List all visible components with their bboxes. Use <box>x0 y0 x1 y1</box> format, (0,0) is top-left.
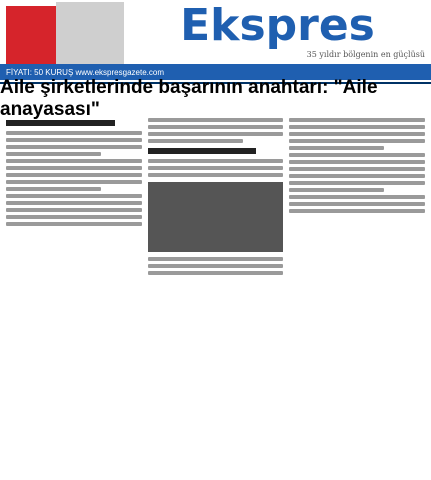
text-line <box>289 146 384 150</box>
text-line <box>289 202 425 206</box>
text-line <box>6 145 142 149</box>
text-line <box>289 209 425 213</box>
text-line <box>289 139 425 143</box>
text-line <box>6 173 142 177</box>
headline-text: Aile şirketlerinde başarının anahtarı: "Aile anayasası" <box>0 77 378 120</box>
column-subhead <box>148 148 257 154</box>
text-line <box>148 159 284 163</box>
text-line <box>289 195 425 199</box>
text-line <box>289 188 384 192</box>
text-line <box>6 201 142 205</box>
article-column-2 <box>148 118 284 474</box>
text-line <box>148 139 243 143</box>
text-line <box>148 257 284 261</box>
text-line <box>6 152 101 156</box>
text-line <box>6 222 142 226</box>
article-column-3 <box>289 118 425 474</box>
brand-name: Ekspres <box>180 0 375 51</box>
masthead <box>0 0 431 84</box>
text-line <box>148 173 284 177</box>
slogan: 35 yıldır bölgenin en güçlüsü <box>306 50 425 59</box>
text-line <box>6 180 142 184</box>
text-line <box>148 132 284 136</box>
photo <box>148 182 284 252</box>
text-line <box>6 215 142 219</box>
text-line <box>289 181 425 185</box>
text-line <box>6 208 142 212</box>
price-bar: FİYATI: 50 KURUŞ www.ekspresgazete.com <box>0 64 431 80</box>
text-line <box>148 166 284 170</box>
text-line <box>6 159 142 163</box>
text-line <box>289 132 425 136</box>
text-line <box>148 264 284 268</box>
text-line <box>6 194 142 198</box>
text-line <box>148 271 284 275</box>
brand <box>130 0 425 51</box>
text-line <box>148 118 284 122</box>
text-line <box>289 174 425 178</box>
text-line <box>289 153 425 157</box>
portrait-graphic <box>56 2 124 66</box>
text-line <box>6 138 142 142</box>
text-line <box>6 166 142 170</box>
text-line <box>6 187 101 191</box>
headline <box>0 77 431 120</box>
text-line <box>148 125 284 129</box>
text-line <box>289 118 425 122</box>
text-line <box>6 131 142 135</box>
article-column-1 <box>6 118 142 474</box>
article-body <box>6 118 425 474</box>
text-line <box>289 167 425 171</box>
text-line <box>289 125 425 129</box>
column-subhead <box>6 120 115 126</box>
text-line <box>289 160 425 164</box>
